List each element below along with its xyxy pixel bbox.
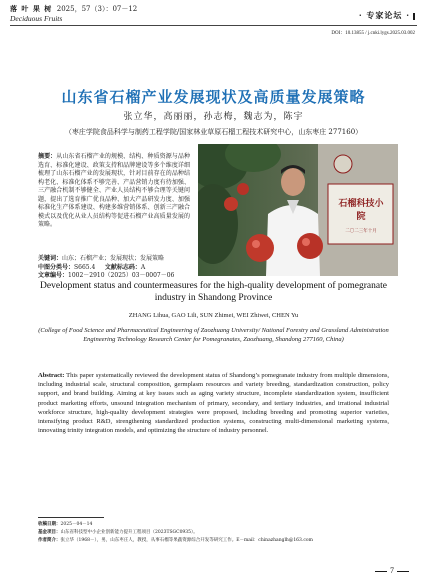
photo-sign-caption: 二〇二三年十月 — [345, 229, 377, 234]
abstract-en-text: This paper systematically reviewed the development status of Shandong’s pomegranate industry from multiple dimensions, including industrial scale, structural composition, germplasm resources and variety breeding, standardization construction, policy support, and brand building. Aiming at key issues such as aging variety structure, incomplete standardization system, insufficient product marketing efforts, unsound integration mechanism of primary, secondary, and tertiary industries, and irrational industrial workforce structure, high-quality development strategies were proposed, including breeding and promoting superior varieties, intensifying product R&D, strengthening standardized production systems, constructing multi-dimensional marketing systems, innovating trinity integration models, and optimizing the structure of industry personnel. — [38, 372, 389, 435]
citation: 2025，57（3）：07－12 — [56, 5, 138, 13]
abstract-en-label: Abstract: — [38, 372, 65, 379]
page-number-text: 7 — [390, 566, 394, 575]
article-no-label: 文章编号： — [38, 272, 69, 279]
page-dash-left — [375, 571, 387, 572]
received-label: 收稿日期： — [38, 522, 61, 527]
journal-name-en: Deciduous Fruits — [10, 14, 63, 23]
fund-label: 基金项目： — [38, 530, 61, 535]
article-no: 1002－2910（2025）03－0007－06 — [68, 272, 175, 279]
abstract-cn-label: 摘要： — [38, 153, 57, 160]
doi[interactable]: DOI：10.13855 / j.cnki.lygs.2025.03.002 — [331, 31, 415, 36]
title-en: Development status and countermeasures for the high-quality development of pomegranate industry in Shandong Province — [40, 281, 387, 303]
column-tag-bar — [413, 13, 415, 20]
doc-code: A — [140, 263, 146, 271]
journal-name-cn: 落 叶 果 树 — [10, 4, 53, 13]
author-bio-label: 作者简介： — [38, 538, 61, 543]
keywords-cn-block — [38, 255, 198, 281]
authors-en: ZHANG Lihua, GAO Lili, SUN Zhimei, WEI Zhiwei, CHEN Yu — [128, 312, 299, 319]
author-photo — [198, 144, 398, 276]
abstract-cn — [38, 153, 190, 230]
footnote-received — [38, 522, 389, 528]
title-cn: 山东省石榴产业发展现状及高质量发展策略 — [61, 88, 366, 106]
author-bio: 张立华（1968－），男，山东枣庄人，教授，从事石榴等果蔬资源综合开发等研究工作。E－mail：chinazhanglh@163.com — [60, 538, 313, 543]
page-dash-right — [397, 571, 409, 572]
doc-code-label: 文献标志码： — [104, 263, 141, 271]
journal-header — [10, 4, 137, 23]
abstract-cn-text: 从山东省石榴产业的规模、结构、种质资源与品种选育、标准化建设、政策支持和品牌建设等多个维度详细梳理了山东石榴产业的发展现状，针对目前存在的品种结构老化、标准化体系不够完善、产品营销力度有待加强、三产融合机制不够健全、产业人员结构不够合理等关键问题，提出了选育推广优良品种、加大产品研发力度、加强标准化生产体系建设、构建多维营销体系、创新三产融合模式以及优化从业人员结构等促进石榴产业高质量发展的策略。 — [38, 153, 190, 228]
keywords-cn: 山东；石榴产业；发展现状；发展策略 — [62, 255, 165, 262]
column-tag — [359, 10, 415, 21]
abstract-en — [38, 371, 389, 435]
keywords-cn-label: 关键词： — [38, 255, 63, 262]
received-date: 2025－04－14 — [60, 522, 93, 527]
authors-cn: 张立华，高丽丽，孙志梅，魏志为，陈宇 — [123, 112, 304, 122]
clc-label: 中图分类号： — [38, 263, 75, 271]
affiliation-en: (College of Food Science and Pharmaceutical Engineering of Zaozhuang University/ National Forestry and Grassland Administration Engineering Technology Research Center for Pomegranates, Zaozhuang, Shandong 277160, China) — [38, 327, 389, 343]
affiliation-cn: （枣庄学院食品科学与制药工程学院/国家林业草原石榴工程技术研究中心，山东枣庄 277160） — [64, 128, 363, 136]
header-rule — [10, 25, 417, 26]
fund-text: 山东省科技型中小企业创新能力提升工程项目（2023TSGC0935）。 — [60, 530, 198, 535]
footnote-fund — [38, 530, 389, 536]
footnote-author — [38, 538, 389, 544]
page-number — [375, 566, 409, 575]
photo-sign-text: 石榴科技小院 — [338, 199, 384, 222]
clc: S665.4 — [74, 263, 96, 271]
footnote-rule — [38, 517, 104, 518]
column-tag-text: · 专家论坛 · — [358, 10, 410, 20]
